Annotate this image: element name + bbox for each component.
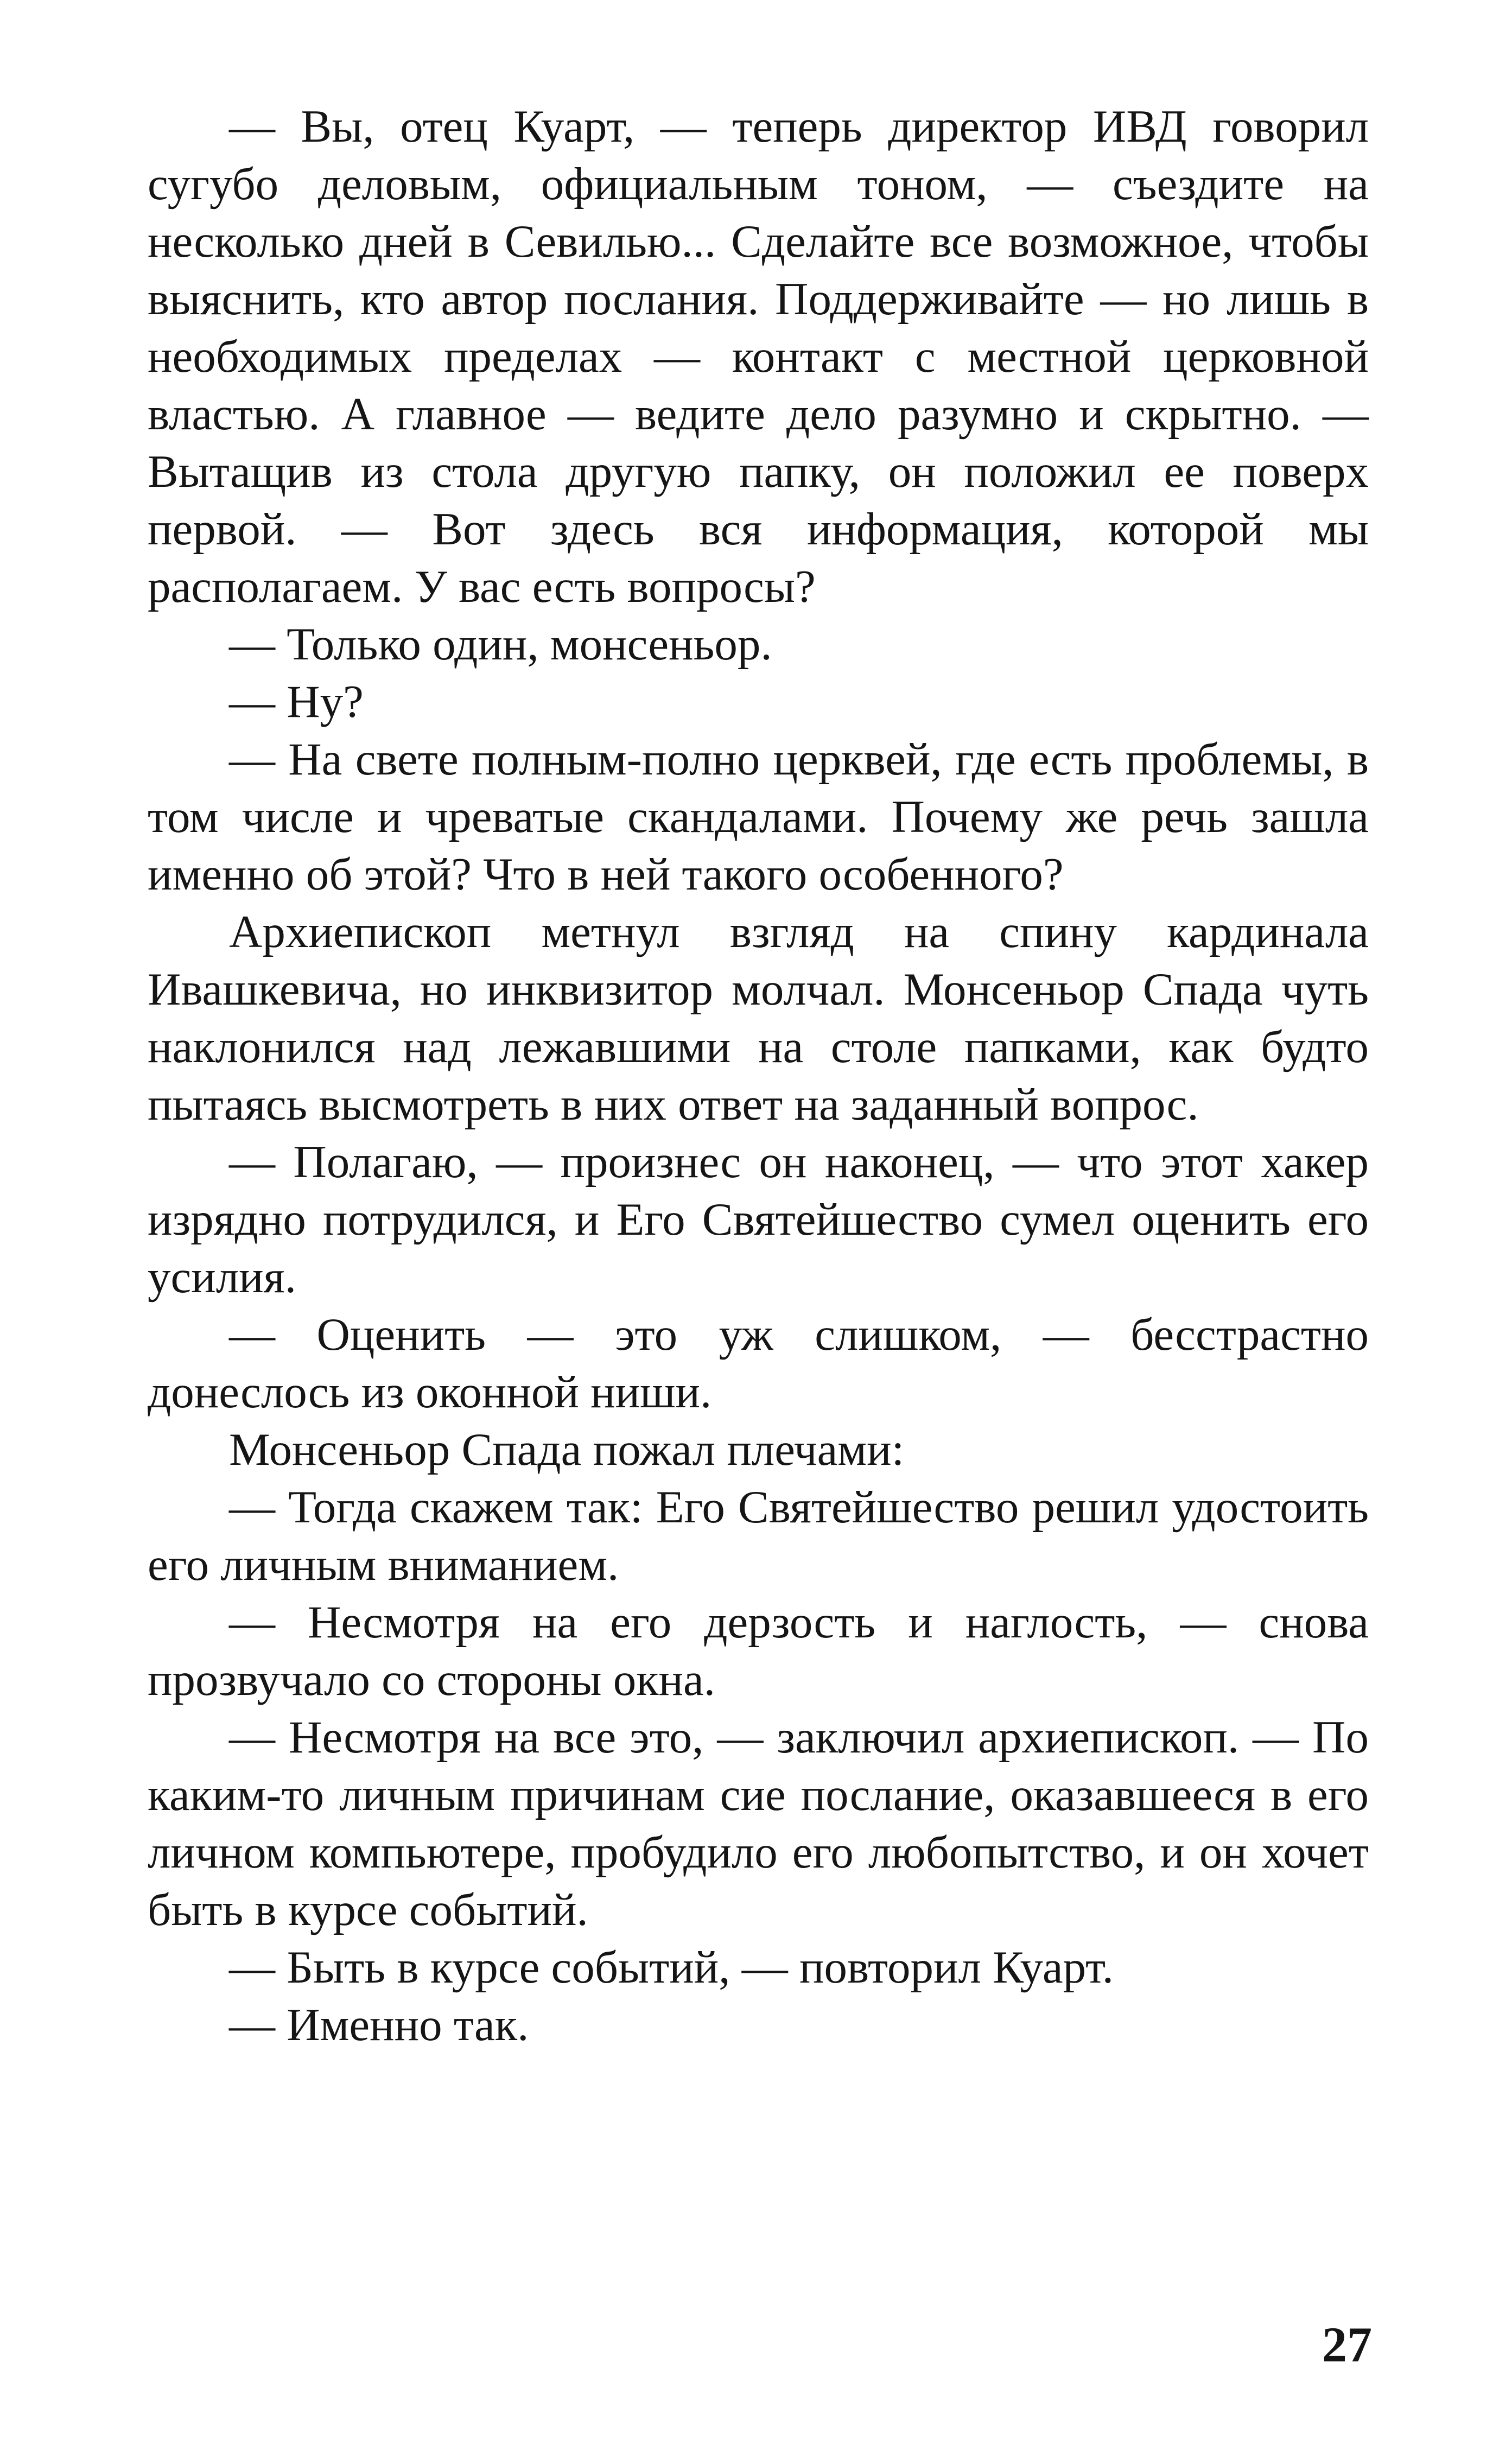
paragraph-7: — Оценить — это уж слишком, — бесстрастно донеслось из оконной ниши. bbox=[148, 1309, 1369, 1418]
paragraph-4: — На свете полным-полно церквей, где есть проблемы, в том числе и чреватые скандалами. Почему же речь зашла именно об этой? Что в ней такого особенного? bbox=[148, 734, 1369, 900]
paragraph-8: Монсеньор Спада пожал плечами: bbox=[229, 1424, 905, 1475]
paragraph-10: — Несмотря на его дерзость и наглость, — снова прозвучало со стороны окна. bbox=[148, 1597, 1369, 1705]
paragraph-1: — Вы, отец Куарт, — теперь директор ИВД говорил сугубо деловым, официальным тоном, — съездите на несколько дней в Севилью... Сделайте все возможное, чтобы выяснить, кто автор послания. Поддерживайте — но лишь в необходимых пределах — контакт с местной церковной властью. А главное — ведите дело разумно и скрытно. — Вытащив из стола другую папку, он положил ее поверх первой. — Вот здесь вся информация, которой мы располагаем. У вас есть вопросы? bbox=[148, 101, 1369, 612]
paragraph-2: — Только один, монсеньор. bbox=[229, 619, 772, 670]
paragraph-9: — Тогда скажем так: Его Святейшество решил удостоить его личным вниманием. bbox=[148, 1482, 1369, 1590]
paragraph-11: — Несмотря на все это, — заключил архиепископ. — По каким-то личным причинам сие послание, оказавшееся в его личном компьютере, пробудило его любопытство, и он хочет быть в курсе событий. bbox=[148, 1712, 1369, 1935]
paragraph-3: — Ну? bbox=[229, 676, 364, 727]
page-number: 27 bbox=[1322, 2317, 1372, 2372]
paragraph-13: — Именно так. bbox=[229, 1999, 529, 2050]
paragraph-12: — Быть в курсе событий, — повторил Куарт. bbox=[229, 1942, 1114, 1993]
paragraph-6: — Полагаю, — произнес он наконец, — что этот хакер изрядно потрудился, и Его Святейшество сумел оценить его усилия. bbox=[148, 1136, 1369, 1303]
paragraph-5: Архиепископ метнул взгляд на спину кардинала Ивашкевича, но инквизитор молчал. Монсеньор Спада чуть наклонился над лежавшими на столе папками, как будто пытаясь высмотреть в них ответ на заданный вопрос. bbox=[148, 906, 1369, 1130]
page-text bbox=[148, 98, 1369, 2054]
